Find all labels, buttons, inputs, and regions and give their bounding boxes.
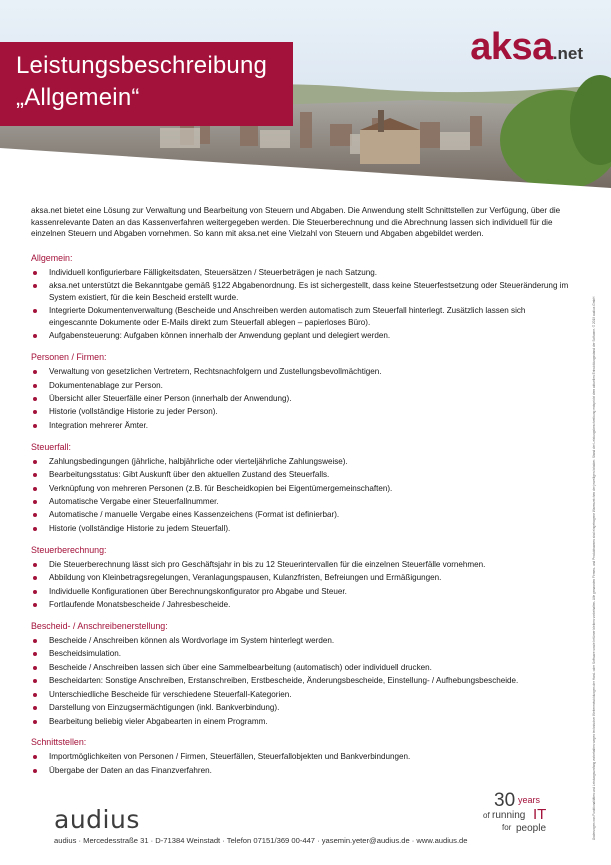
bullet-list xyxy=(31,267,571,342)
title-line-1: Leistungsbeschreibung xyxy=(16,52,268,79)
list-item: Historie (vollständige Historie zu jedem Steuerfall). xyxy=(31,523,571,535)
section-steuerfall xyxy=(31,441,571,535)
list-item: Individuell konfigurierbare Fälligkeitsdaten, Steuersätzen / Steuerbeträgen je nach Satzung. xyxy=(31,267,571,279)
badge-people: people xyxy=(516,823,547,834)
bullet-list xyxy=(31,635,571,728)
list-item: Bescheide / Anschreiben lassen sich über eine Sammelbearbeitung (automatisch) oder individuell drucken. xyxy=(31,662,571,674)
section-title: Steuerfall: xyxy=(31,441,71,452)
section-title: Steuerberechnung: xyxy=(31,544,107,555)
section-steuerberechnung xyxy=(31,544,571,611)
30-years-badge xyxy=(480,788,570,834)
list-item: Importmöglichkeiten von Personen / Firmen, Steuerfällen, Steuerfallobjekten und Bankverbindungen. xyxy=(31,751,571,763)
logo-main: aksa xyxy=(470,26,553,68)
list-item: Bescheidsimulation. xyxy=(31,648,571,660)
badge-years: years xyxy=(518,795,541,805)
list-item: Unterschiedliche Bescheide für verschiedene Steuerfall-Kategorien. xyxy=(31,689,571,701)
bullet-list xyxy=(31,559,571,611)
list-item: Automatische / manuelle Vergabe eines Kassenzeichens (Format ist definierbar). xyxy=(31,509,571,521)
list-item: Darstellung von Einzugsermächtigungen (inkl. Bankverbindung). xyxy=(31,702,571,714)
list-item: Zahlungsbedingungen (jährliche, halbjährliche oder vierteljährliche Zahlungsweise). xyxy=(31,456,571,468)
list-item: Übergabe der Daten an das Finanzverfahren. xyxy=(31,765,571,777)
list-item: Verwaltung von gesetzlichen Vertretern, Rechtsnachfolgern und Zustellungsbevollmächtigen. xyxy=(31,366,571,378)
list-item: Bearbeitung beliebig vieler Abgabearten in einem Programm. xyxy=(31,716,571,728)
intro-paragraph: aksa.net bietet eine Lösung zur Verwaltung und Bearbeitung von Steuern und Abgaben. Die Anwendung stellt Schnittstellen zur Verfügung, über die kassenrelevante Daten an das Kassenverfahren weitergegeben werden. Die Steuerberechnung und die Abrechnung lassen sich individuell für die einzelnen Steuern und Abgaben vornehmen. So kann mit aksa.net eine Vielzahl von Steuern und Abgaben abgebildet werden. xyxy=(31,206,561,239)
audius-logo: audius xyxy=(54,805,140,834)
badge-running: running xyxy=(492,810,526,821)
badge-for: for xyxy=(502,823,512,832)
list-item: Integrierte Dokumentenverwaltung (Bescheide und Anschreiben werden automatisch zum Steuerfall hinterlegt. Zusätzlich lassen sich eingescannte Dokumente oder E-Mails direkt zum Steuerfall ablegen – papierloses Büro). xyxy=(31,305,571,328)
list-item: Bescheide / Anschreiben können als Wordvorlage im System hinterlegt werden. xyxy=(31,635,571,647)
list-item: Fortlaufende Monatsbescheide / Jahresbescheide. xyxy=(31,599,571,611)
list-item: Abbildung von Kleinbetragsregelungen, Veranlagungspausen, Kulanzfristen, Befreiungen und Ermäßigungen. xyxy=(31,572,571,584)
list-item: Dokumentenablage zur Person. xyxy=(31,380,571,392)
section-title: Schnittstellen: xyxy=(31,737,87,748)
badge-it: IT xyxy=(533,806,547,823)
section-personen-firmen xyxy=(31,351,571,432)
section-title: Personen / Firmen: xyxy=(31,352,107,363)
side-disclaimer-text: Änderungen von Funktionalitäten und Leistungsumfang vorbehalten wegen technischer Weiterentwicklungen der Hard- oder Software sowie Irrtümer bleiben vorbehalten. Alle genannten Firmen- und Produktnamen sind eingetragene Warenzeichen der jeweiligen Inhaber. Stand der Leistungsbeschreibung entspricht dem aktuellen Entwicklungsstand der Software. © 2019 audius GmbH xyxy=(592,296,596,840)
list-item: Übersicht aller Steuerfälle einer Person (innerhalb der Anwendung). xyxy=(31,393,571,405)
list-item: Integration mehrerer Ämter. xyxy=(31,420,571,432)
bullet-list xyxy=(31,751,571,776)
list-item: Aufgabensteuerung: Aufgaben können innerhalb der Anwendung geplant und delegiert werden. xyxy=(31,330,571,342)
section-title: Bescheid- / Anschreibenerstellung: xyxy=(31,620,168,631)
section-allgemein xyxy=(31,252,571,342)
badge-of: of xyxy=(483,811,490,820)
list-item: Automatische Vergabe einer Steuerfallnummer. xyxy=(31,496,571,508)
aksa-logo xyxy=(470,26,583,69)
list-item: Historie (vollständige Historie zu jeder Person). xyxy=(31,406,571,418)
document-title xyxy=(0,42,293,126)
list-item: aksa.net unterstützt die Bekanntgabe gemäß §122 Abgabenordnung. Es ist sichergestellt, dass keine Steuerfestsetzung oder Steueränderung im System existiert, für die kein Bescheid erstellt wurde. xyxy=(31,280,571,303)
bullet-list xyxy=(31,456,571,535)
footer-address: audius · Mercedesstraße 31 · D-71384 Weinstadt · Telefon 07151/369 00-447 · yasemin.yeter@audius.de · www.audius.de xyxy=(54,836,468,845)
list-item: Individuelle Konfigurationen über Berechnungskonfigurator pro Abgabe und Steuer. xyxy=(31,586,571,598)
section-schnittstellen xyxy=(31,736,571,776)
side-disclaimer xyxy=(593,248,601,840)
badge-number: 30 xyxy=(494,790,516,811)
section-bescheid-anschreiben xyxy=(31,620,571,728)
document-body xyxy=(31,205,571,785)
list-item: Bearbeitungsstatus: Gibt Auskunft über den aktuellen Zustand des Steuerfalls. xyxy=(31,469,571,481)
bullet-list xyxy=(31,366,571,432)
list-item: Verknüpfung von mehreren Personen (z.B. für Bescheidkopien bei Eigentümergemeinschaften). xyxy=(31,483,571,495)
logo-tld: .net xyxy=(552,44,583,63)
section-title: Allgemein: xyxy=(31,252,73,263)
title-line-2: „Allgemein“ xyxy=(16,84,140,111)
list-item: Bescheidarten: Sonstige Anschreiben, Erstanschreiben, Erstbescheide, Änderungsbescheide, Einstellung- / Aufhebungsbescheide. xyxy=(31,675,571,687)
list-item: Die Steuerberechnung lässt sich pro Geschäftsjahr in bis zu 12 Steuerintervallen für die einzelnen Steuerfälle vornehmen. xyxy=(31,559,571,571)
